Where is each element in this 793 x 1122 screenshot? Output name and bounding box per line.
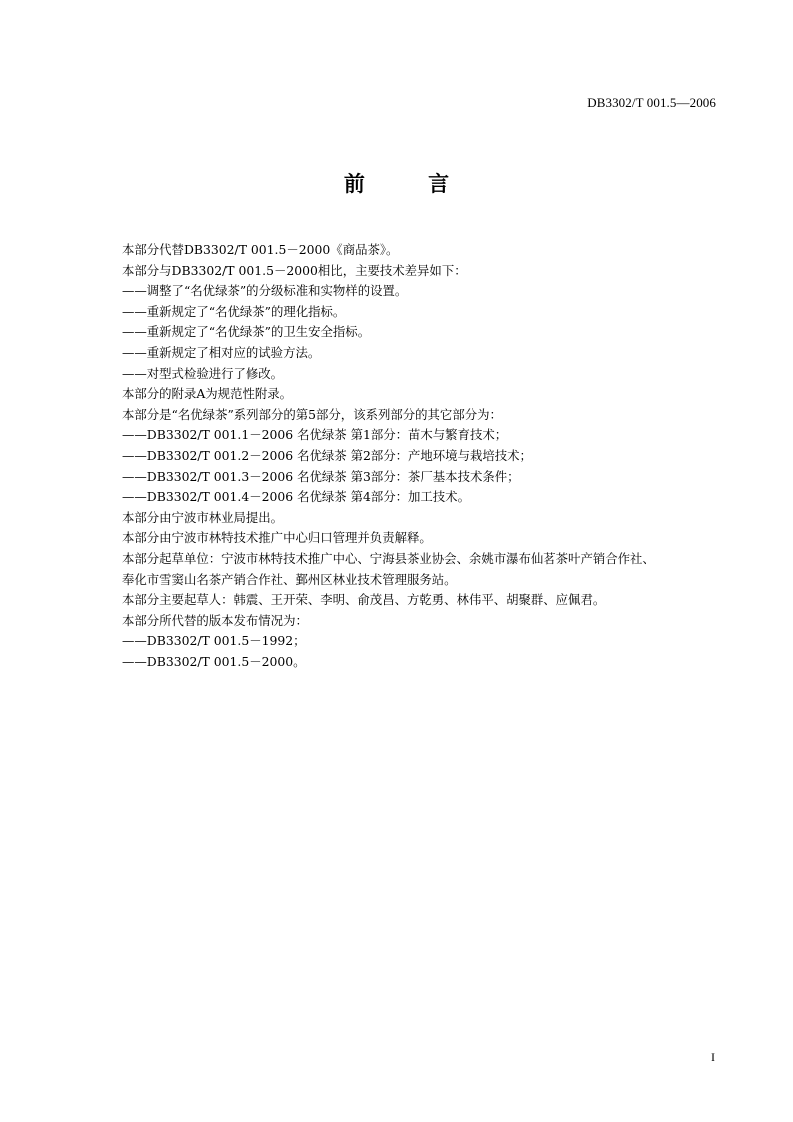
text-line: 本部分由宁波市林特技术推广中心归口管理并负责解释。	[122, 530, 432, 546]
text-line: 本部分代替DB3302/T 001.5－2000《商品茶》。	[122, 242, 399, 257]
text-line: 本部分的附录A为规范性附录。	[122, 386, 293, 402]
text-line: ——DB3302/T 001.4－2006 名优绿茶 第4部分：加工技术。	[122, 489, 470, 505]
text-line: ——DB3302/T 001.5－1992；	[122, 633, 306, 649]
text-line: ——DB3302/T 001.3－2006 名优绿茶 第3部分：茶厂基本技术条件；	[122, 468, 520, 484]
text-line: ——重新规定了“名优绿茶”的卫生安全指标。	[122, 324, 371, 340]
text-line: 本部分主要起草人：韩震、王开荣、李明、俞茂昌、方乾勇、林伟平、胡聚群、应佩君。	[122, 592, 606, 608]
text-line: ——DB3302/T 001.2－2006 名优绿茶 第2部分：产地环境与栽培技术；	[122, 447, 532, 463]
standard-code: DB3302/T 001.5—2006	[587, 95, 716, 110]
text-line: 本部分是“名优绿茶”系列部分的第5部分，该系列部分的其它部分为：	[122, 406, 502, 422]
text-line: ——重新规定了相对应的试验方法。	[122, 344, 321, 360]
page-title: 前 言	[343, 172, 478, 196]
text-line: 本部分所代替的版本发布情况为：	[122, 612, 308, 628]
text-line: ——DB3302/T 001.5－2000。	[122, 653, 306, 669]
text-line: 奉化市雪窦山名茶产销合作社、鄞州区林业技术管理服务站。	[122, 571, 457, 587]
text-line: ——调整了“名优绿茶”的分级标准和实物样的设置。	[122, 283, 408, 299]
text-line: ——DB3302/T 001.1－2006 名优绿茶 第1部分：苗木与繁育技术；	[122, 427, 508, 443]
text-line: 本部分与DB3302/T 001.5－2000相比，主要技术差异如下：	[122, 262, 467, 278]
foreword-body	[122, 240, 723, 672]
text-line: ——重新规定了“名优绿茶”的理化指标。	[122, 303, 346, 319]
text-line: ——对型式检验进行了修改。	[122, 365, 284, 381]
text-line: 本部分起草单位：宁波市林特技术推广中心、宁海县茶业协会、余姚市瀑布仙茗茶叶产销合作社、	[122, 550, 655, 566]
text-line: 本部分由宁波市林业局提出。	[122, 509, 284, 525]
page-number: I	[711, 1050, 715, 1064]
